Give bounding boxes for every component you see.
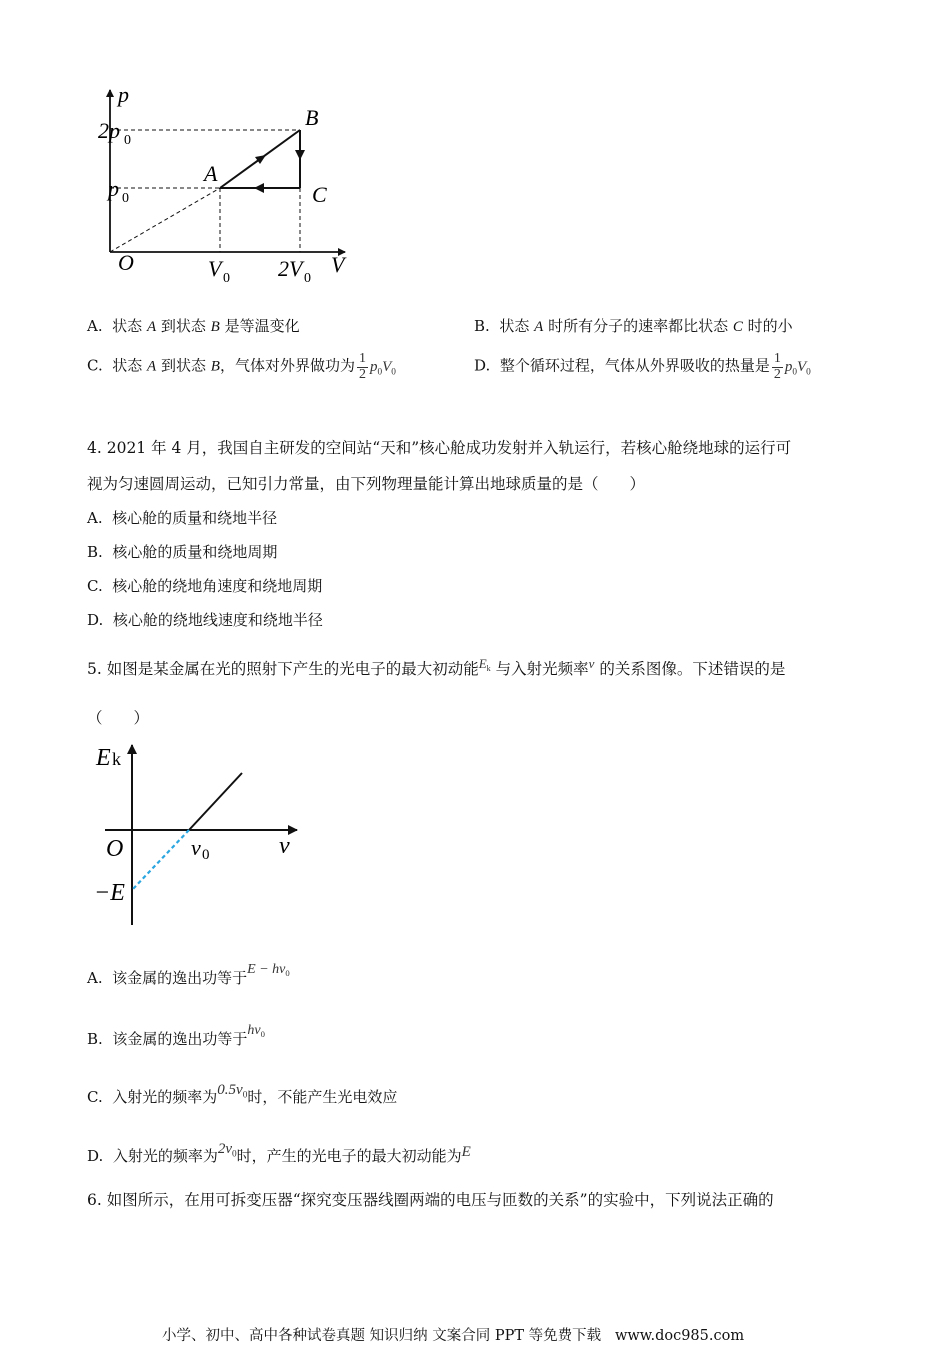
axis-ek-label: E — [96, 745, 111, 771]
tick-minus-e: −E — [94, 880, 125, 906]
tick-2p0-sub: 0 — [124, 133, 131, 148]
tick-nu0-sub: 0 — [202, 847, 210, 863]
pv-graph — [90, 80, 370, 285]
arrow-ca — [254, 183, 264, 193]
tick-v0: V — [208, 256, 222, 281]
axis-nu-label: v — [279, 833, 290, 859]
q5-option-c: C. 入射光的频率为$0.5v_0$时，不能产生光电效应 — [87, 1082, 398, 1106]
ek-extrapolation — [132, 830, 189, 890]
q3-c-expression: $\frac{1}{2}$ $p_0V_0$ — [358, 351, 396, 382]
tick-nu0: v — [191, 835, 201, 860]
tick-p0: p — [108, 176, 119, 201]
q4-option-b: B. 核心舱的质量和绕地周期 — [87, 543, 278, 561]
axis-v-label: V — [331, 252, 345, 277]
q6-stem-line1: 6. 如图所示，在用可拆变压器“探究变压器线圈两端的电压与匝数的关系”的实验中，下列说法正确的 — [87, 1191, 774, 1209]
origin-label: O — [106, 836, 124, 862]
ek-graph — [90, 735, 320, 930]
arrow-bc — [295, 150, 305, 160]
tick-p0-sub: 0 — [122, 191, 129, 206]
axis-ek-label-sub: k — [112, 749, 121, 769]
axis-p-label: p — [118, 82, 129, 107]
point-c-label: C — [312, 182, 327, 207]
q5-option-a: A. 该金属的逸出功等于$E - hv_0$ — [87, 962, 290, 987]
origin-label: O — [118, 250, 134, 275]
q4-stem-line1: 4. 2021 年 4 月，我国自主研发的空间站“天和”核心舱成功发射并入轨运行，若核心舱绕地球的运行可 — [87, 439, 792, 457]
q4-option-d: D. 核心舱的绕地线速度和绕地半径 — [87, 611, 323, 629]
q5-stem: 5. 如图是某金属在光的照射下产生的光电子的最大初动能$^{E_k}$ 与入射光频率$^v$ 的关系图像。下述错误的是 — [87, 656, 786, 678]
q3-option-c: C. 状态 A 到状态 B，气体对外界做功为 $\frac{1}{2}$ $p_0V_0$ — [87, 351, 396, 382]
q3-option-a: A. 状态 A 到状态 B 是等温变化 — [87, 317, 300, 335]
q5-option-d: D. 入射光的频率为$2v_0$时，产生的光电子的最大初动能为E — [87, 1141, 471, 1165]
footer-url[interactable]: www.doc985.com — [614, 1328, 745, 1344]
tick-v0-sub: 0 — [223, 271, 230, 285]
footer — [162, 1324, 744, 1345]
q4-option-c: C. 核心舱的绕地角速度和绕地周期 — [87, 577, 323, 595]
q3-option-b: B. 状态 A 时所有分子的速率都比状态 C 时的小 — [474, 317, 793, 335]
q3-d-expression: $\frac{1}{2}$ $p_0V_0$ — [773, 351, 811, 382]
point-a-label: A — [204, 161, 218, 186]
q4-stem-line2: 视为匀速圆周运动，已知引力常量，由下列物理量能计算出地球质量的是（ ） — [87, 475, 646, 493]
tick-2v0-sub: 0 — [304, 271, 311, 285]
footer-text: 小学、初中、高中各种试卷真题 知识归纳 文案合同 PPT 等免费下载 — [162, 1328, 602, 1344]
q3-option-d: D. 整个循环过程，气体从外界吸收的热量是 $\frac{1}{2}$ $p_0V_0$ — [474, 351, 811, 382]
q5-option-b: B. 该金属的逸出功等于$hv_0$ — [87, 1023, 265, 1048]
q5-answer-paren: （ ） — [87, 709, 150, 727]
tick-2v0: 2V — [278, 256, 303, 281]
point-b-label: B — [305, 105, 319, 130]
q4-option-a: A. 核心舱的质量和绕地半径 — [87, 509, 278, 527]
tick-2p0: 2p — [98, 118, 120, 143]
ek-line — [189, 773, 242, 830]
